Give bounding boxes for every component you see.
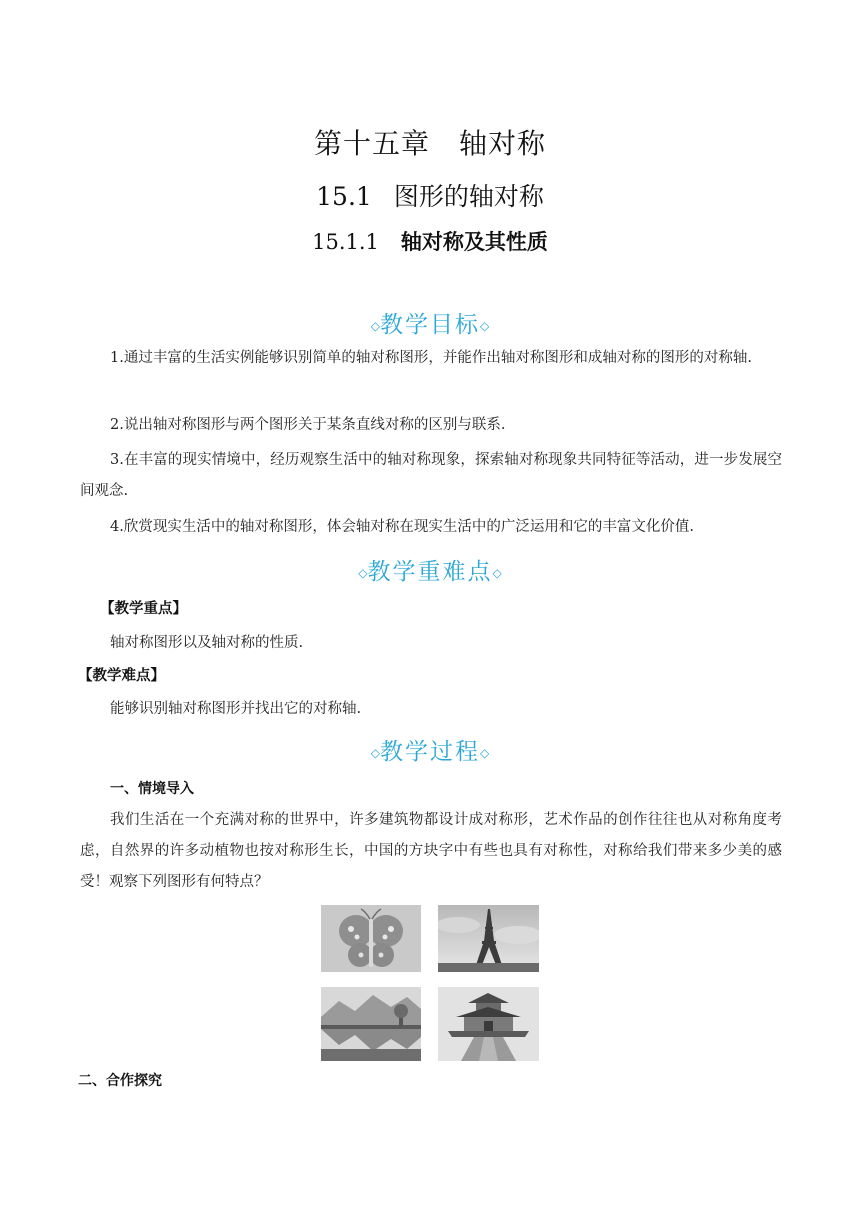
key-points-heading (0, 553, 860, 586)
eiffel-tower-image (438, 905, 539, 972)
key-points-heading-text: 教学重难点 (367, 559, 493, 585)
diamond-icon: ◇ (370, 746, 380, 760)
objective-item-3: 3.在丰富的现实情境中，经历观察生活中的轴对称现象，探索轴对称现象共同特征等活动，进一步发展空间观念. (80, 452, 782, 499)
part2-title: 二、合作探究 (78, 1073, 162, 1089)
subsection-title (0, 226, 860, 256)
focus-label: 【教学重点】 (100, 601, 187, 617)
objective-item-2: 2.说出轴对称图形与两个图形关于某条直线对称的区别与联系. (110, 417, 506, 433)
objectives-heading-text: 教学目标 (380, 312, 480, 338)
section-number: 15.1 (316, 182, 372, 211)
process-heading (0, 733, 860, 766)
process-heading-text: 教学过程 (380, 739, 480, 765)
subsection-title-text: 轴对称及其性质 (400, 230, 548, 254)
subsection-number: 15.1.1 (312, 230, 379, 254)
section-title-text: 图形的轴对称 (393, 182, 544, 211)
difficulty-label: 【教学难点】 (78, 668, 165, 684)
objective-item-4: 4.欣赏现实生活中的轴对称图形，体会轴对称在现实生活中的广泛运用和它的丰富文化价值. (110, 519, 694, 535)
focus-text: 轴对称图形以及轴对称的性质. (110, 635, 304, 651)
part1-title: 一、情境导入 (110, 781, 194, 797)
section-title (0, 177, 860, 213)
diamond-icon: ◇ (370, 319, 380, 333)
diamond-icon: ◇ (480, 319, 490, 333)
chapter-title: 第十五章 轴对称 (313, 127, 546, 160)
difficulty-text: 能够识别轴对称图形并找出它的对称轴. (110, 701, 362, 717)
butterfly-image (321, 905, 421, 972)
part1-text: 我们生活在一个充满对称的世界中，许多建筑物都设计成对称形，艺术作品的创作往往也从对称角度考虑，自然界的许多动植物也按对称形生长，中国的方块字中有些也具有对称性，对称给我们带来多少美的感受！观察下列图形有何特点？ (80, 812, 782, 890)
lake-reflection-image (321, 987, 421, 1061)
diamond-icon: ◇ (358, 566, 368, 580)
objective-item-1: 1.通过丰富的生活实例能够识别简单的轴对称图形，并能作出轴对称图形和成轴对称的图形的对称轴. (110, 350, 752, 366)
diamond-icon: ◇ (480, 746, 490, 760)
objectives-heading (0, 306, 860, 339)
pagoda-image (438, 987, 539, 1061)
diamond-icon: ◇ (492, 566, 502, 580)
